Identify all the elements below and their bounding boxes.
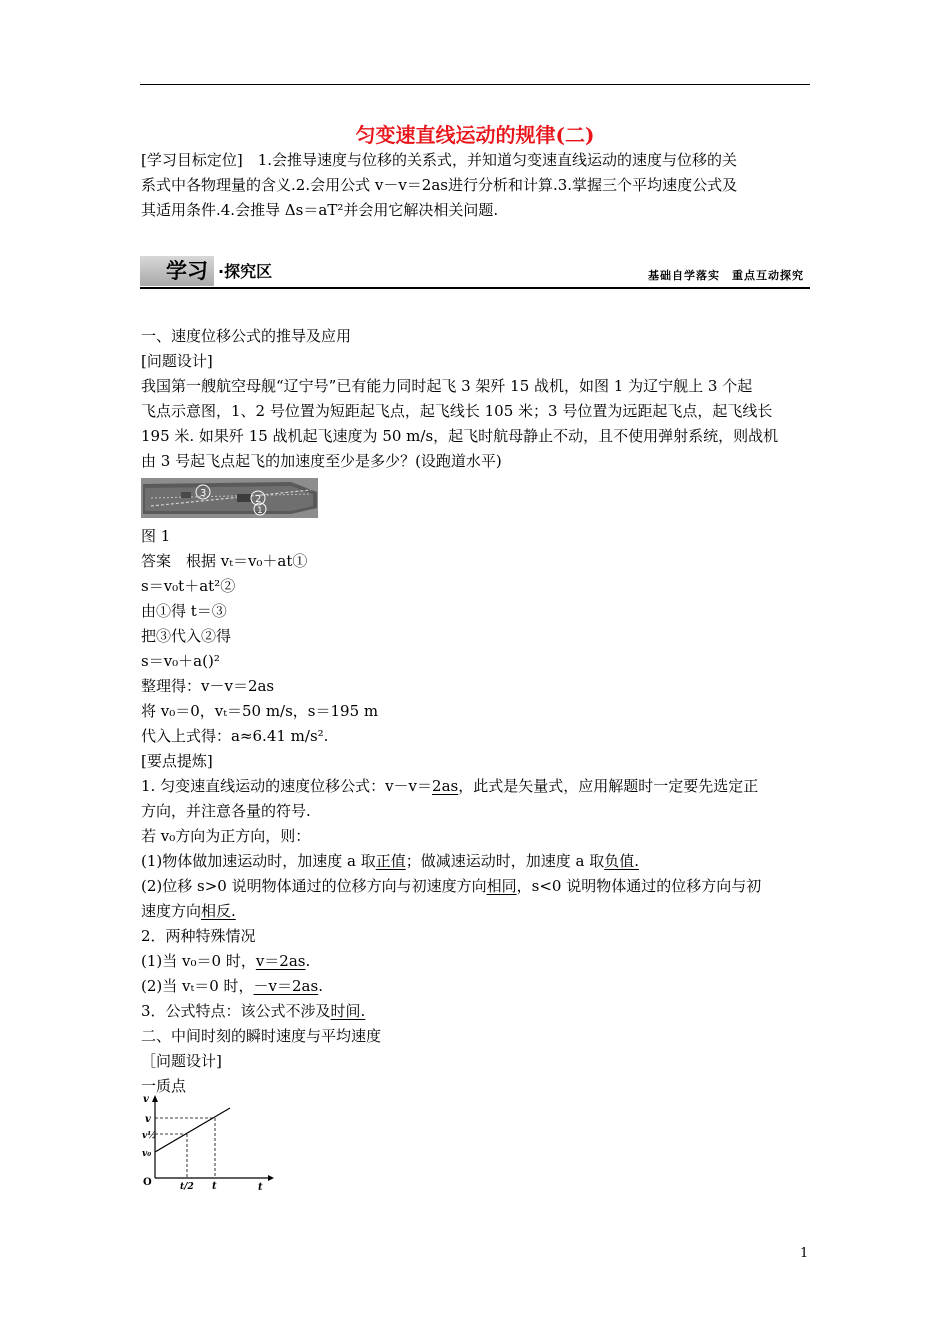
question-line-3: 195 米. 如果歼 15 战机起飞速度为 50 m/s，起飞时航母静止不动，且不使用弹射系统，则战机 bbox=[141, 427, 779, 445]
vt-graph-svg bbox=[140, 1092, 275, 1202]
t-axis-label: t bbox=[258, 1182, 263, 1193]
formula-feature-text: 3．公式特点：该公式不涉及 bbox=[141, 1002, 331, 1020]
banner-title: 学习 bbox=[166, 259, 208, 283]
key-point-1-text-b: ，此式是矢量式，应用解题时一定要先选定正 bbox=[458, 777, 759, 795]
answer-line-7: 将 v₀＝0，vₜ＝50 m/s，s＝195 m bbox=[141, 702, 379, 720]
answer-line-4: 把③代入②得 bbox=[141, 627, 232, 645]
special-case-2-text: (2)当 vₜ＝0 时， bbox=[141, 977, 254, 995]
question-line-2: 飞点示意图，1、2 号位置为短距起飞点，起飞线长 105 米；3 号位置为远距起飞点，起飞线长 bbox=[141, 402, 773, 420]
problem-design-label: [问题设计] bbox=[141, 352, 213, 370]
answer-line-2: s＝v₀t＋at²② bbox=[141, 577, 236, 595]
key-point-acceleration bbox=[141, 849, 639, 874]
velocity-time-graph bbox=[140, 1092, 275, 1202]
carrier-mark-3: 3 bbox=[200, 488, 207, 499]
t-axis-arrow bbox=[268, 1175, 274, 1181]
banner-tagline: 基础自学落实 重点互动探究 bbox=[648, 269, 804, 282]
key-point-1 bbox=[141, 774, 758, 799]
special-case-1-text: (1)当 v₀＝0 时， bbox=[141, 952, 256, 970]
special-case-1 bbox=[141, 949, 310, 974]
question-line-4: 由 3 号起飞点起飞的加速度至少是多少？(设跑道水平) bbox=[141, 452, 502, 470]
key-point-condition: 若 v₀方向为正方向，则： bbox=[141, 827, 311, 845]
label-v: v bbox=[145, 1114, 151, 1125]
velocity-line bbox=[155, 1108, 230, 1152]
page-title: 匀变速直线运动的规律(二) bbox=[355, 123, 595, 147]
key-point-1-text-a: 1. 匀变速直线运动的速度位移公式：v－v＝ bbox=[141, 777, 433, 795]
disp-answer-opposite: 相反. bbox=[201, 902, 236, 920]
acc-answer-positive: 正值 bbox=[375, 852, 406, 870]
key-point-displacement bbox=[141, 874, 761, 899]
learning-goals-line-3: 其适用条件.4.会推导 Δs＝aT²并会用它解决相关问题. bbox=[141, 201, 499, 219]
v-axis-label: v bbox=[143, 1094, 149, 1105]
disp-text-a: (2)位移 s>0 说明物体通过的位移方向与初速度方向 bbox=[141, 877, 487, 895]
section2-text: 一质点 bbox=[141, 1077, 187, 1095]
key-point-1-answer: 2as bbox=[432, 777, 459, 795]
disp-text-b: ，s<0 说明物体通过的位移方向与初 bbox=[516, 877, 762, 895]
disp-text-c: 速度方向 bbox=[141, 902, 202, 920]
answer-line-1: 答案 根据 vₜ＝v₀＋at① bbox=[141, 552, 308, 570]
formula-feature-answer: 时间. bbox=[330, 1002, 366, 1020]
learning-goals-line-2: 系式中各物理量的含义.2.会用公式 v－v＝2as进行分析和计算.3.掌握三个平均速度公式及 bbox=[141, 176, 738, 194]
answer-line-3: 由①得 t＝③ bbox=[141, 602, 227, 620]
label-v0: v₀ bbox=[142, 1149, 152, 1159]
key-point-1-cont: 方向，并注意各量的符号. bbox=[141, 802, 311, 820]
special-cases-heading: 2．两种特殊情况 bbox=[141, 927, 256, 945]
answer-line-8: 代入上式得：a≈6.41 m/s². bbox=[141, 727, 329, 745]
special-case-2 bbox=[141, 974, 323, 999]
special-case-1-end: . bbox=[305, 952, 311, 970]
origin-label: O bbox=[143, 1177, 152, 1188]
formula-feature bbox=[141, 999, 365, 1024]
special-case-1-answer: v＝2as bbox=[255, 952, 306, 970]
key-points-label: [要点提炼] bbox=[141, 752, 213, 770]
v-axis-arrow bbox=[152, 1095, 158, 1102]
learning-goals-line-1: [学习目标定位] 1.会推导速度与位移的关系式，并知道匀变速直线运动的速度与位移的关 bbox=[141, 151, 738, 169]
section-banner bbox=[140, 254, 810, 290]
key-point-displacement-cont bbox=[141, 899, 236, 924]
section2-heading: 二、中间时刻的瞬时速度与平均速度 bbox=[141, 1027, 382, 1045]
page-number: 1 bbox=[800, 1246, 809, 1261]
figure-label: 图 1 bbox=[141, 527, 171, 545]
banner-subtitle: ·探究区 bbox=[218, 262, 273, 281]
header-rule bbox=[140, 84, 810, 85]
section1-heading: 一、速度位移公式的推导及应用 bbox=[141, 327, 352, 345]
label-t-half: t/2 bbox=[180, 1182, 194, 1192]
special-case-2-answer: －v＝2as bbox=[253, 977, 319, 995]
label-v-half: v½ bbox=[142, 1131, 157, 1141]
special-case-2-end: . bbox=[318, 977, 323, 995]
answer-line-5: s＝v₀＋a()² bbox=[141, 652, 220, 670]
section2-design-label: ［问题设计] bbox=[141, 1052, 222, 1070]
acc-text-a: (1)物体做加速运动时，加速度 a 取 bbox=[141, 852, 376, 870]
disp-answer-same: 相同 bbox=[486, 877, 517, 895]
acc-answer-negative: 负值. bbox=[604, 852, 640, 870]
question-line-1: 我国第一艘航空母舰“辽宁号”已有能力同时起飞 3 架歼 15 战机，如图 1 为辽宁舰上 3 个起 bbox=[141, 377, 753, 395]
acc-text-b: ；做减速运动时，加速度 a 取 bbox=[405, 852, 605, 870]
carrier-mark-2: 2 bbox=[255, 494, 262, 505]
aircraft-carrier-figure bbox=[141, 478, 318, 518]
carrier-image bbox=[141, 478, 318, 518]
label-t: t bbox=[212, 1181, 217, 1192]
carrier-mark-1: 1 bbox=[257, 506, 263, 516]
answer-line-6: 整理得：v－v＝2as bbox=[141, 677, 275, 695]
banner-rule bbox=[140, 287, 810, 289]
